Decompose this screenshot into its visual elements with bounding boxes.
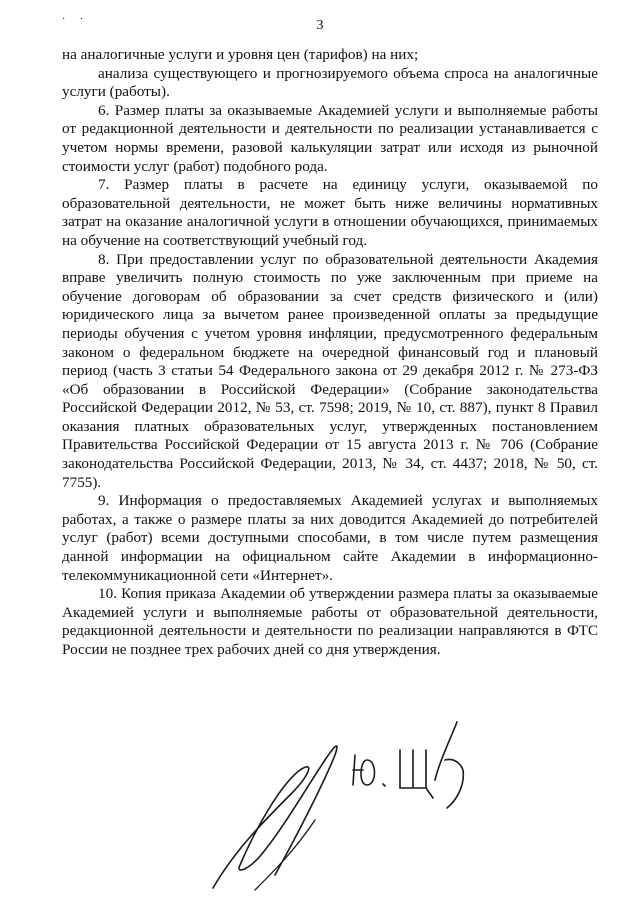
paragraph-9: 9. Информация о предоставляемых Академией услугах и выполняемых работах, а также о размере платы за них доводится Академией до потребителей услуг (работ) всеми доступными способами, в том числе путем размещения данной информации на официальном сайте Академии в информационно-телекоммуникационной сети «Интернет».	[62, 492, 598, 584]
signature-surname	[400, 722, 463, 808]
paragraph-demand-analysis: анализа существующего и прогнозируемого объема спроса на аналогичные услуги (работы).	[62, 64, 598, 101]
signature-stroke-main	[213, 746, 337, 888]
document-body	[62, 46, 598, 660]
paragraph-continuation: на аналогичные услуги и уровня цен (тарифов) на них;	[62, 46, 419, 63]
paragraph-6: 6. Размер платы за оказываемые Академией услуги и выполняемые работы от редакционной деятельности и деятельности по реализации устанавливается с учетом нормы времени, разовой калькуляции затрат или исходя из рыночной стоимости услуг (работ) подобного рода.	[62, 101, 598, 175]
paragraph-10: 10. Копия приказа Академии об утверждении размера платы за оказываемые Академией услуги и выполняемые работы от образовательной деятельности, редакционной деятельности и деятельности по реализации направляются в ФТС России не позднее трех рабочих дней со дня утверждения.	[62, 585, 598, 658]
paragraph-7: 7. Размер платы в расчете на единицу услуги, оказываемой по образовательной деятельности, не может быть ниже величины нормативных затрат на оказание аналогичной услуги в отношении обучающихся, принимаемых на обучение на соответствующий учебный год.	[62, 176, 598, 249]
page-number: 3	[316, 18, 324, 33]
scan-marks: · ·	[62, 14, 90, 25]
paragraph-8: 8. При предоставлении услуг по образовательной деятельности Академия вправе увеличить полную стоимость по уже заключенным при приеме на обучение договорам об образовании за счет средств физического и (или) юридического лица за вычетом ранее произведенной оплаты за предыдущие периоды обучения с учетом уровня инфляции, предусмотренного федеральным законом о федеральном бюджете на очередной финансовый год и плановый период (часть 3 статьи 54 Федерального закона от 29 декабря 2012 г. № 273-ФЗ «Об образовании в Российской Федерации» (Собрание законодательства Российской Федерации 2012, № 53, ст. 7598; 2019, № 10, ст. 887), пункт 8 Правил оказания платных образовательных услуг, утвержденных постановлением Правительства Российской Федерации от 15 августа 2013 г. № 706 (Собрание законодательства Российской Федерации, 2013, № 34, ст. 4437; 2018, № 50, ст. 7755).	[62, 250, 598, 491]
handwritten-signature	[195, 700, 495, 900]
signature-stroke-tail	[255, 820, 315, 890]
signature-initial-yu	[353, 755, 385, 786]
